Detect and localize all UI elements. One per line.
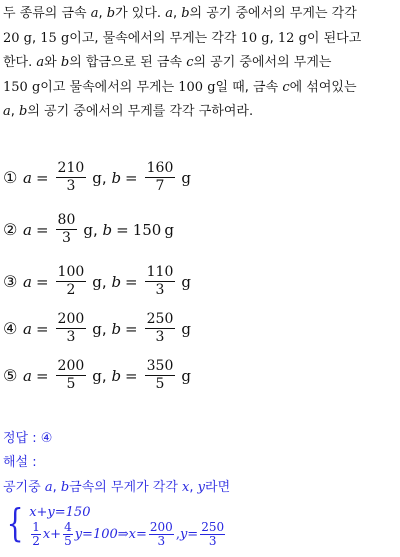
var-b: b (106, 6, 116, 21)
comma: , (175, 526, 180, 542)
var-a: a (36, 55, 45, 70)
text: 이고, 물속에서의 무게는 각각 (69, 30, 241, 46)
solution (3, 427, 231, 548)
unit: g (164, 220, 174, 239)
question-line-4 (3, 76, 397, 101)
fraction (56, 160, 87, 195)
choice-number: ④ (3, 319, 18, 338)
equation-text: y=100 (74, 526, 118, 542)
numerator: 250 (146, 311, 174, 327)
text: 의 공기 중에서의 무게를 각각 구하여라. (27, 104, 254, 119)
equals: = (125, 168, 138, 187)
value: 100 g (178, 79, 216, 95)
equals: = (125, 272, 138, 291)
value: 15 g (40, 30, 70, 46)
var-b: b (111, 168, 122, 187)
numerator: 110 (146, 264, 174, 280)
unit: g (92, 366, 102, 385)
text: 이고 물속에서의 무게는 (40, 79, 179, 95)
explanation-line-1 (3, 475, 230, 501)
unit: g (92, 272, 102, 291)
denominator: 7 (155, 178, 165, 194)
var-x: x (182, 480, 190, 495)
var-b: b (111, 366, 122, 385)
explanation-heading: 해설 : (3, 455, 37, 470)
denominator: 2 (66, 282, 76, 298)
equals: = (35, 272, 49, 291)
var-a: a (90, 6, 99, 21)
equals: = (35, 168, 49, 187)
question-line-2 (3, 27, 397, 52)
text: 한다. (3, 55, 37, 70)
text: 두 종류의 금속 (3, 6, 91, 21)
unit: g (92, 168, 102, 187)
denominator: 3 (155, 329, 165, 345)
var-b: b (102, 220, 113, 239)
unit: g (181, 319, 191, 338)
fraction (149, 521, 174, 548)
text: 공기중 (3, 480, 45, 495)
fraction (56, 212, 78, 247)
text: 라면 (205, 480, 231, 495)
var-b: b (60, 480, 70, 495)
value: 20 g (3, 30, 32, 46)
numerator: 160 (146, 160, 174, 176)
denominator: 5 (64, 533, 72, 548)
question-line-3 (3, 51, 397, 76)
text: , (10, 104, 20, 119)
text: , (52, 480, 61, 495)
comma: , (92, 220, 98, 239)
var-a: a (165, 6, 173, 21)
text: 일 때, 금속 (215, 79, 283, 95)
fraction (31, 521, 41, 548)
var-b: b (111, 319, 122, 338)
numerator: 250 (201, 519, 225, 534)
equals: = (35, 319, 49, 338)
numerator: 200 (149, 519, 173, 534)
var-a: a (23, 168, 32, 187)
text: , (189, 480, 198, 495)
text: , (269, 30, 278, 46)
var-a: a (44, 480, 53, 495)
numerator: 80 (57, 212, 76, 228)
denominator: 3 (208, 533, 217, 548)
fraction (200, 521, 225, 548)
denominator: 3 (155, 282, 165, 298)
text: 의 공기 중에서의 무게는 (193, 55, 332, 70)
var-b: b (60, 55, 70, 70)
question-text (3, 2, 397, 125)
question-line-1 (3, 2, 397, 27)
var-a: a (3, 104, 11, 119)
unit: g (92, 319, 102, 338)
numerator: 200 (57, 311, 85, 327)
denominator: 3 (61, 230, 71, 246)
value: 150 g (3, 79, 41, 95)
var-b: b (19, 104, 28, 119)
choice-number: ③ (3, 272, 18, 291)
text: 가 있다. (115, 6, 166, 21)
implies-arrow: ⇒ (117, 526, 129, 542)
fraction (63, 521, 73, 548)
text: 금속의 무게가 각각 (69, 480, 183, 495)
numerator: 210 (57, 160, 85, 176)
text: 와 (44, 55, 61, 70)
denominator: 3 (157, 533, 166, 548)
text: 에 섞여있는 (289, 79, 357, 95)
equals: = (116, 220, 129, 239)
unit: g (181, 272, 191, 291)
equals: = (35, 366, 49, 385)
value: 150 (132, 220, 162, 239)
equals: = (125, 366, 138, 385)
unit: g (181, 366, 191, 385)
fraction (56, 358, 87, 393)
equation-2 (29, 519, 227, 548)
choice-number: ② (3, 220, 18, 239)
numerator: 200 (57, 358, 85, 374)
text: 이 된다고 (306, 30, 362, 46)
var-c: c (186, 55, 194, 70)
value: 12 g (277, 30, 307, 46)
var-a: a (23, 220, 32, 239)
denominator: 3 (66, 329, 76, 345)
comma: , (101, 168, 107, 187)
equation-1 (29, 501, 227, 523)
var-b: b (181, 6, 190, 21)
result-x: x= (128, 526, 147, 542)
var-a: a (23, 272, 32, 291)
unit: g (83, 220, 93, 239)
text: , (98, 6, 107, 21)
var-y: y (197, 480, 206, 495)
numerator: 1 (32, 519, 40, 534)
numerator: 350 (146, 358, 174, 374)
brace: { (6, 501, 24, 545)
numerator: 4 (64, 519, 72, 534)
fraction (56, 264, 87, 299)
denominator: 2 (32, 533, 40, 548)
numerator: 100 (57, 264, 85, 280)
choice-2[interactable] (3, 212, 174, 247)
fraction (145, 311, 176, 346)
text: , (32, 30, 41, 46)
equations (29, 501, 227, 548)
comma: , (101, 319, 107, 338)
equation-text: x+y=150 (29, 504, 91, 520)
question-line-5 (3, 100, 397, 125)
equals: = (125, 319, 138, 338)
equals: = (35, 220, 49, 239)
fraction (145, 264, 176, 299)
choice-3[interactable] (3, 264, 191, 299)
comma: , (101, 272, 107, 291)
text: 의 합금으로 된 금속 (69, 55, 187, 70)
text: 의 공기 중에서의 무게는 각각 (189, 6, 357, 21)
comma: , (101, 366, 107, 385)
denominator: 3 (66, 178, 76, 194)
fraction (56, 311, 87, 346)
fraction (145, 160, 176, 195)
var-b: b (111, 272, 122, 291)
answer-line: 정답 : ④ (3, 431, 53, 446)
result-y: y= (179, 526, 199, 542)
text: , (172, 6, 182, 21)
denominator: 5 (155, 376, 165, 392)
choice-number: ① (3, 168, 18, 187)
var-a: a (23, 319, 32, 338)
equation-system (3, 501, 227, 548)
equation-text: x+ (42, 526, 62, 542)
var-c: c (282, 79, 290, 95)
unit: g (181, 168, 191, 187)
var-a: a (23, 366, 32, 385)
value: 10 g (240, 30, 270, 46)
denominator: 5 (66, 376, 76, 392)
choice-number: ⑤ (3, 366, 18, 385)
fraction (145, 358, 176, 393)
choice-1[interactable] (3, 160, 191, 195)
choice-4[interactable] (3, 311, 191, 346)
choice-5[interactable] (3, 358, 191, 393)
